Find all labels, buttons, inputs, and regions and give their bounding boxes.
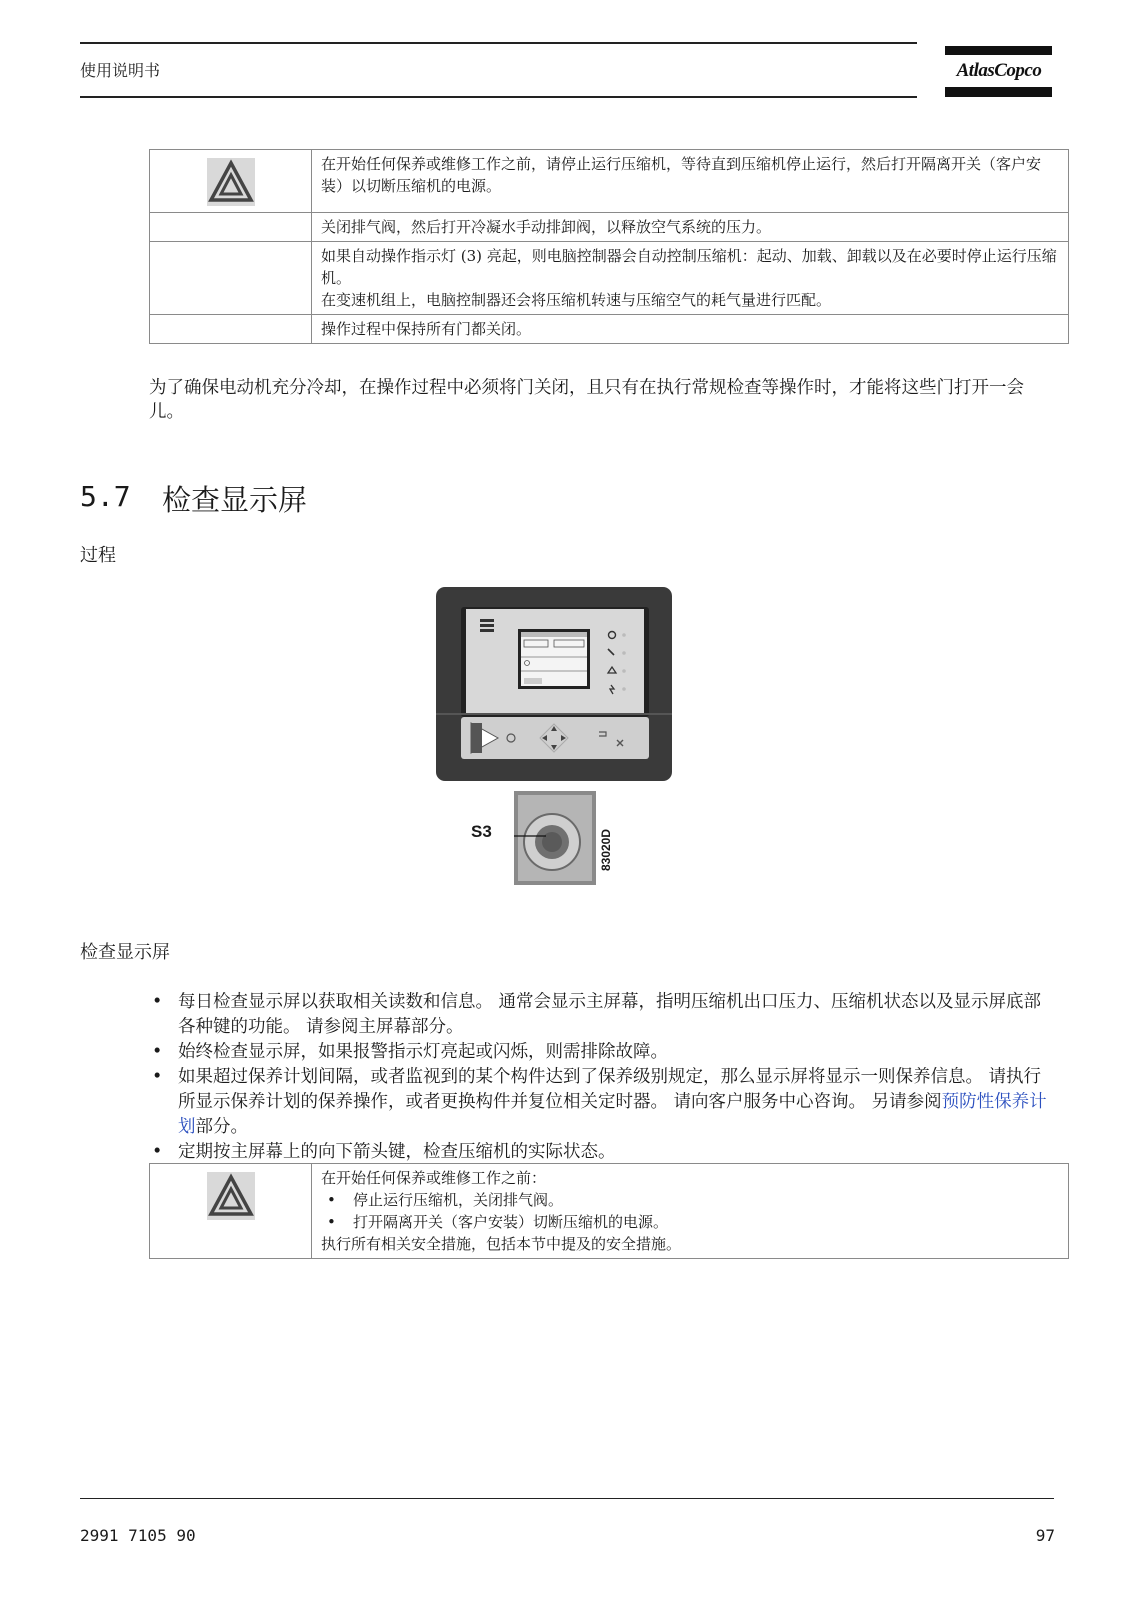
cell-line: 如果自动操作指示灯 (3) 亮起，则电脑控制器会自动控制压缩机：起动、加载、卸载以及在必要时停止运行压缩机。 xyxy=(321,247,1057,287)
list-item xyxy=(150,990,1055,1040)
intro-paragraph: 为了确保电动机充分冷却，在操作过程中必须将门关闭，且只有在执行常规检查等操作时，才能将这些门打开一会儿。 xyxy=(149,378,1024,422)
list-item-text-tail: 部分。 xyxy=(195,1117,248,1137)
table-icon-cell xyxy=(150,150,312,213)
list-item xyxy=(150,1065,1055,1140)
section-number: 5.7 xyxy=(80,480,131,513)
table-icon-cell xyxy=(150,242,312,315)
cell-bullet-list xyxy=(321,1189,1060,1233)
list-item xyxy=(150,1040,1055,1065)
header-top-rule xyxy=(80,42,917,44)
check-display-heading: 检查显示屏 xyxy=(80,942,170,963)
footer-rule xyxy=(80,1498,1054,1499)
s3-switch-detail xyxy=(514,791,596,885)
bullet-list xyxy=(150,990,1055,1165)
logo-text: AtlasCopco xyxy=(956,60,1042,81)
warning-triangle-icon xyxy=(207,1172,255,1220)
logo-bar-top xyxy=(945,46,1052,55)
list-item-text: 停止运行压缩机，关闭排气阀。 xyxy=(353,1191,564,1209)
table-row xyxy=(150,315,1069,344)
table-row xyxy=(150,150,1069,213)
bullet-marker: • xyxy=(327,1213,336,1231)
bullet-marker: • xyxy=(152,1042,163,1062)
page-number: 97 xyxy=(1035,1526,1055,1545)
warning-triangle-icon xyxy=(207,158,255,206)
list-item xyxy=(150,1140,1055,1165)
table-icon-cell xyxy=(150,213,312,242)
header-bottom-rule xyxy=(80,96,917,98)
table-cell xyxy=(312,242,1069,315)
controller-figure xyxy=(436,587,672,781)
list-item-text: 每日检查显示屏以获取相关读数和信息。 通常会显示主屏幕，指明压缩机出口压力、压缩机状态以及显示屏底部各种键的功能。 请参阅主屏幕部分。 xyxy=(178,992,1042,1037)
cell-line: 执行所有相关安全措施，包括本节中提及的安全措施。 xyxy=(321,1235,682,1253)
cell-line: 在变速机组上，电脑控制器还会将压缩机转速与压缩空气的耗气量进行匹配。 xyxy=(321,291,832,309)
section-title: 检查显示屏 xyxy=(162,483,308,517)
header-title: 使用说明书 xyxy=(80,61,161,80)
list-item xyxy=(321,1189,1060,1211)
safety-table-2 xyxy=(149,1163,1069,1259)
table-cell: 在开始任何保养或维修工作之前，请停止运行压缩机，等待直到压缩机停止运行，然后打开隔离开关（客户安装）以切断压缩机的电源。 xyxy=(312,150,1069,213)
table-row xyxy=(150,242,1069,315)
list-item xyxy=(321,1211,1060,1233)
list-item-text: 打开隔离开关（客户安装）切断压缩机的电源。 xyxy=(353,1213,669,1231)
cell-line: 在开始任何保养或维修工作之前： xyxy=(321,1169,547,1187)
table-cell xyxy=(312,1164,1069,1259)
table-row xyxy=(150,1164,1069,1259)
logo-bar-bottom xyxy=(945,87,1052,97)
safety-table-1 xyxy=(149,149,1069,344)
list-item-text: 始终检查显示屏，如果报警指示灯亮起或闪烁，则需排除故障。 xyxy=(178,1042,668,1062)
list-item-text: 如果超过保养计划间隔，或者监视到的某个构件达到了保养级别规定，那么显示屏将显示一则保养信息。 请执行所显示保养计划的保养操作，或者更换构件并复位相关定时器。 请向客户服务中心咨询。 另请参阅 xyxy=(178,1067,1042,1112)
bullet-marker: • xyxy=(152,992,163,1012)
bullet-marker: • xyxy=(327,1191,336,1209)
bullet-marker: • xyxy=(152,1067,163,1087)
s3-callout-label: S3 xyxy=(471,822,492,841)
table-icon-cell xyxy=(150,315,312,344)
table-icon-cell xyxy=(150,1164,312,1259)
preventive-maintenance-link[interactable]: 预防性保养计划 xyxy=(178,1092,1047,1137)
table-cell: 操作过程中保持所有门都关闭。 xyxy=(312,315,1069,344)
table-cell: 关闭排气阀，然后打开冷凝水手动排卸阀，以释放空气系统的压力。 xyxy=(312,213,1069,242)
list-item-text: 定期按主屏幕上的向下箭头键，检查压缩机的实际状态。 xyxy=(178,1142,616,1162)
procedure-heading: 过程 xyxy=(80,545,116,566)
document-number: 2991 7105 90 xyxy=(80,1526,196,1545)
table-row xyxy=(150,213,1069,242)
bullet-marker: • xyxy=(152,1142,163,1162)
figure-code: 83020D xyxy=(599,828,613,872)
